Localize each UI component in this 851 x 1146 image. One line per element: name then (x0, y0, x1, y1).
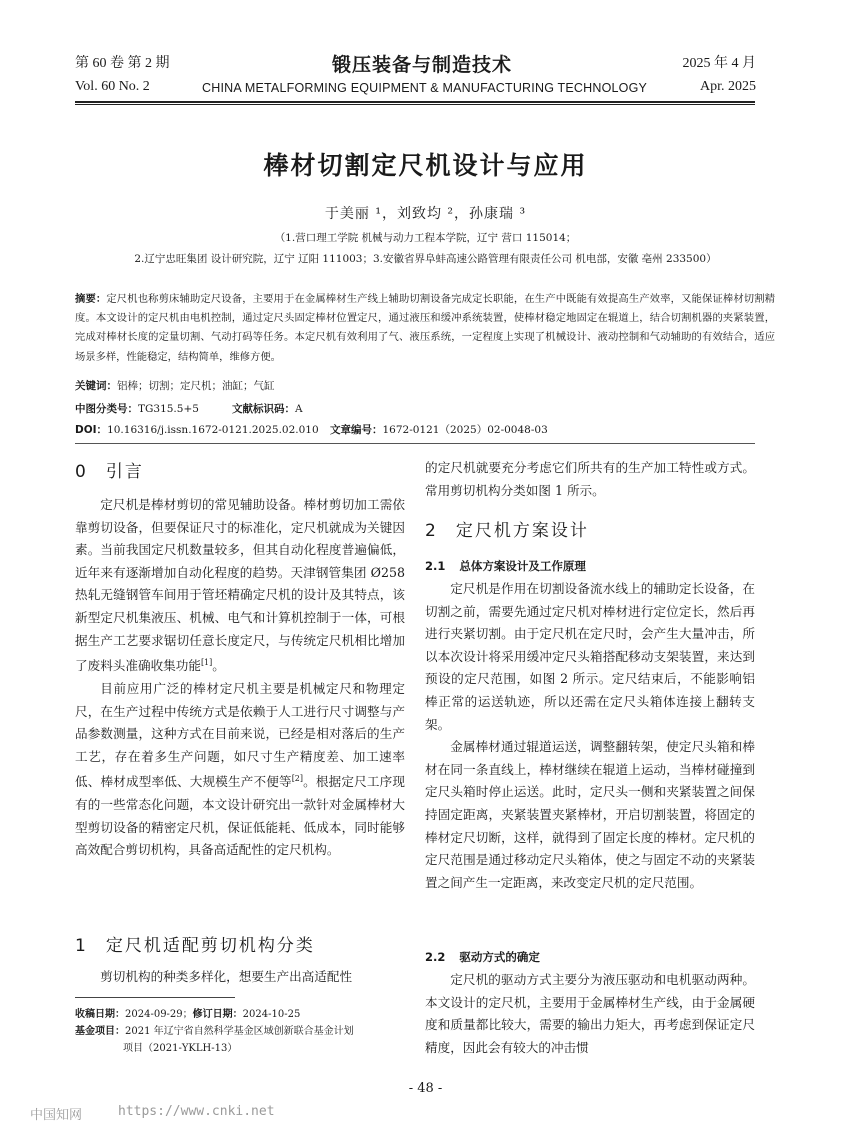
doi-label: DOI： (75, 424, 108, 436)
section-2-1-heading (425, 558, 586, 574)
page-number: - 48 - (408, 1081, 443, 1096)
paragraph-text: 。根据定尺工序现有的一些常态化问题，本文设计研究出一款针对金属棒材大型剪切设备的精密定尺机，保证低能耗、低成本，同时能够高效配合剪切机构，具备高适配性的定尺机构。 (75, 774, 406, 858)
fund-label: 基金项目： (75, 1026, 125, 1037)
doc-code-label: 文献标识码： (232, 403, 295, 415)
clc-value: TG315.5+5 (138, 403, 199, 415)
abstract-rule (75, 443, 755, 444)
article-no-value: 1672-0121（2025）02-0048-03 (382, 424, 548, 436)
received-label: 收稿日期： (75, 1009, 125, 1020)
publication-date-cn: 2025 年 4 月 (682, 56, 756, 71)
citation[interactable]: [1] (200, 658, 213, 668)
paragraph (75, 494, 405, 678)
journal-name-cn: 锻压装备与制造技术 (332, 54, 513, 76)
affiliation-line-1: （1.营口理工学院 机械与动力工程本学院，辽宁 营口 115014； (274, 232, 577, 244)
right-column-top (425, 457, 755, 502)
footnote-fund (75, 1023, 405, 1040)
section-0-number: 0 (75, 462, 88, 482)
section-0-title: 引言 (105, 462, 144, 482)
article-number (330, 422, 548, 437)
section-2-2-body (425, 969, 755, 1059)
clc-number (75, 401, 199, 416)
publication-date-en: Apr. 2025 (700, 79, 756, 94)
volume-issue-cn: 第 60 卷 第 2 期 (75, 56, 170, 71)
section-2-2-number: 2.2 (425, 950, 446, 964)
authors: 于美丽 ¹，刘致均 ²，孙康瑞 ³ (324, 206, 527, 222)
paragraph (75, 678, 405, 862)
section-1-title: 定尺机适配剪切机构分类 (105, 936, 315, 956)
cnki-watermark-url[interactable]: https://www.cnki.net (118, 1104, 275, 1119)
paragraph: 的定尺机就要充分考虑它们所共有的生产加工特性或方式。常用剪切机构分类如图 1 所示。 (425, 460, 755, 498)
clc-label: 中图分类号： (75, 403, 138, 415)
paragraph: 金属棒材通过辊道运送，调整翻转架，使定尺头箱和棒材在同一条直线上，棒材继续在辊道上运动，当棒材碰撞到定尺头箱时停止运送。此时，定尺头一侧和夹紧装置之间保持固定距离，夹紧装置夹紧棒材，开启切割装置，将固定的棒材定尺切断，这样，就得到了固定长度的棒材。定尺机的定尺范围是通过移动定尺头箱体，使之与固定不动的夹紧装置之间产生一定距离，来改变定尺机的定尺范围。 (425, 739, 755, 890)
section-2-heading (425, 516, 589, 541)
footnotes (75, 1006, 405, 1057)
revised-label: 修订日期： (192, 1009, 243, 1020)
article-no-label: 文章编号： (330, 424, 383, 436)
section-2-2-heading (425, 949, 540, 965)
journal-name-en: CHINA METALFORMING EQUIPMENT & MANUFACTURING TECHNOLOGY (202, 81, 648, 95)
section-1-body (75, 966, 405, 989)
section-1-number: 1 (75, 936, 88, 956)
received-date: 2024-09-29； (125, 1009, 193, 1020)
footnote-dates (75, 1006, 405, 1023)
document-code (232, 401, 303, 416)
abstract-text: 定尺机也称剪床辅助定尺设备，主要用于在金属棒材生产线上辅助切割设备完成定长职能，在生产中既能有效提高生产效率，又能保证棒材切割精度。本文设计的定尺机由电机控制，通过定尺头固定棒材位置定尺，通过液压和缓冲系统装置，使棒材稳定地固定在辊道上，结合切割机器的夹紧装置，完成对棒材长度的定量切割、气动打码等任务。本定尺机有效利用了气、液压系统，一定程度上实现了机械设计、液动控制和气动辅助的有效结合，适应场景多样，性能稳定，结构简单，维修方便。 (75, 293, 776, 363)
section-0-body (75, 494, 405, 862)
cnki-watermark-logo: 中国知网 (30, 1108, 83, 1123)
paragraph-text: 定尺机是棒材剪切的常见辅助设备。棒材剪切加工需依靠剪切设备，但要保证尺寸的标准化，定尺机就成为关键因素。当前我国定尺机数量较多，但其自动化程度普遍偏低，近年来有逐渐增加自动化程度的趋势。天津钢管集团 Ø258 热轧无缝钢管车间用于管坯精确定尺机的设计及其特点，该新型定尺机集液压、机械、电气和计算机控制于一体，可根据生产工艺要求锯切任意长度定尺，与传统定尺机相比增加了废料头准确收集功能 (75, 497, 405, 674)
section-2-1-body (425, 578, 755, 894)
affiliation-line-2: 2.辽宁忠旺集团 设计研究院，辽宁 辽阳 111003；3.安徽省界阜蚌高速公路管理有限责任公司 机电部，安徽 亳州 233500） (134, 253, 717, 265)
paragraph-text: 目前应用广泛的棒材定尺机主要是机械定尺和物理定尺，在生产过程中传统方式是依赖于人工进行尺寸调整与产品参数测量，这种方式在目前来说，已经是相对落后的生产工艺，存在着多生产问题，如尺寸生产精度差、加工速率低、棒材成型率低、大规模生产不便等 (75, 680, 405, 790)
abstract-label: 摘要： (75, 293, 107, 305)
revised-date: 2024-10-25 (242, 1009, 301, 1020)
abstract (75, 290, 775, 367)
paragraph: 定尺机的驱动方式主要分为液压驱动和电机驱动两种。本文设计的定尺机，主要用于金属棒材生产线，由于金属硬度和质量都比较大，需要的输出力矩大，再考虑到保证定尺精度，因此会有较大的冲击惯 (425, 972, 755, 1055)
section-2-1-title: 总体方案设计及工作原理 (459, 559, 586, 573)
header-rule (75, 101, 755, 103)
keywords (75, 378, 275, 393)
paragraph: 定尺机是作用在切割设备流水线上的辅助定长设备，在切割之前，需要先通过定尺机对棒材进行定位定长，然后再进行夹紧切割。由于定尺机在定尺时，会产生大量冲击，所以本次设计将采用缓冲定尺头箱搭配移动支架装置，来达到预设的定尺范围，如图 2 所示。定尺结束后，不能影响铝棒正常的运送轨迹，所以还需在定尺头箱体连接上翻转支架。 (425, 581, 755, 732)
section-2-number: 2 (425, 521, 438, 541)
paragraph-text: 。 (212, 658, 225, 674)
fund-text: 2021 年辽宁省自然科学基金区域创新联合基金计划 (125, 1026, 354, 1037)
citation[interactable]: [2] (291, 774, 304, 784)
doc-code-value: A (295, 403, 303, 415)
doi (75, 422, 319, 437)
section-2-1-number: 2.1 (425, 559, 446, 573)
doi-value: 10.16316/j.issn.1672-0121.2025.02.010 (107, 424, 319, 436)
keywords-text: 铝棒；切割；定尺机；油缸；气缸 (117, 380, 275, 392)
paragraph: 剪切机构的种类多样化，想要生产出高适配性 (100, 969, 353, 984)
section-2-2-title: 驱动方式的确定 (459, 950, 540, 964)
footnote-rule (75, 997, 235, 998)
header-rule-thin (75, 104, 755, 105)
volume-issue-en: Vol. 60 No. 2 (75, 79, 150, 94)
section-2-title: 定尺机方案设计 (455, 521, 589, 541)
footnote-fund-cont: 项目（2021-YKLH-13） (123, 1043, 238, 1054)
paper-title: 棒材切割定尺机设计与应用 (263, 151, 588, 180)
section-1-heading (75, 931, 315, 956)
keywords-label: 关键词： (75, 380, 117, 392)
section-0-heading (75, 457, 144, 482)
